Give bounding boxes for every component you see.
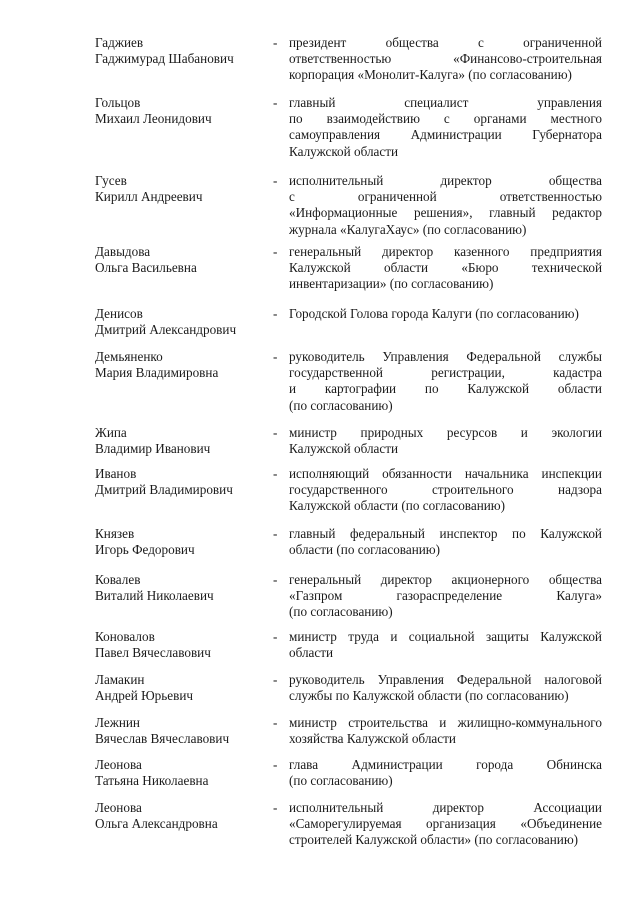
member-given-names: Ольга Александровна — [95, 816, 218, 832]
dash-separator: - — [273, 425, 278, 440]
member-surname: Гаджиев — [95, 35, 144, 50]
position-line: главный федеральный инспектор по Калужской — [289, 526, 602, 541]
member-given-names: Виталий Николаевич — [95, 588, 214, 604]
position-line: корпорация «Монолит-Калуга» (по согласованию) — [289, 67, 572, 83]
member-position — [289, 466, 602, 515]
position-line: журнала «КалугаХаус» (по согласованию) — [289, 221, 527, 237]
member-given-names: Татьяна Николаевна — [95, 773, 209, 789]
member-position — [289, 95, 602, 160]
member-name — [95, 349, 270, 381]
member-name — [95, 715, 270, 747]
position-line: руководитель Управления Федеральной налоговой — [289, 672, 602, 687]
member-position — [289, 35, 602, 84]
member-position — [289, 572, 602, 621]
position-line: по взаимодействию с органами местного — [289, 111, 602, 127]
member-surname: Жипа — [95, 425, 127, 440]
position-line: главный специалист управления — [289, 95, 602, 110]
member-name — [95, 173, 270, 205]
dash-separator: - — [273, 35, 278, 50]
dash-separator: - — [273, 173, 278, 188]
position-line: хозяйства Калужской области — [289, 731, 456, 747]
dash-separator: - — [273, 629, 278, 644]
member-surname: Давыдова — [95, 244, 151, 259]
member-surname: Леонова — [95, 800, 142, 815]
position-line: строителей Калужской области» (по согласованию) — [289, 832, 579, 848]
member-position — [289, 715, 602, 747]
dash-separator: - — [273, 244, 278, 259]
member-position — [289, 349, 602, 414]
member-name — [95, 672, 270, 704]
member-given-names: Кирилл Андреевич — [95, 189, 203, 205]
position-line: с ограниченной ответственностью — [289, 189, 602, 205]
member-given-names: Ольга Васильевна — [95, 260, 197, 276]
member-name — [95, 526, 270, 558]
position-line: (по согласованию) — [289, 397, 393, 413]
dash-separator: - — [273, 526, 278, 541]
member-given-names: Дмитрий Владимирович — [95, 482, 233, 498]
position-line: области — [289, 645, 334, 661]
member-position — [289, 672, 602, 704]
member-given-names: Павел Вячеславович — [95, 645, 211, 661]
position-line: самоуправления Администрации Губернатора — [289, 127, 602, 143]
position-line: исполнительный директор Ассоциации — [289, 800, 602, 815]
member-position — [289, 306, 602, 322]
member-surname: Демьяненко — [95, 349, 163, 364]
member-given-names: Владимир Иванович — [95, 441, 211, 457]
member-surname: Иванов — [95, 466, 137, 481]
dash-separator: - — [273, 306, 278, 321]
position-line: генеральный директор казенного предприятия — [289, 244, 602, 259]
position-line: министр природных ресурсов и экологии — [289, 425, 602, 440]
dash-separator: - — [273, 95, 278, 110]
member-surname: Ламакин — [95, 672, 145, 687]
member-surname: Гусев — [95, 173, 127, 188]
position-line: и картографии по Калужской области — [289, 381, 602, 397]
position-line: президент общества с ограниченной — [289, 35, 602, 50]
position-line: Калужской области — [289, 441, 399, 457]
dash-separator: - — [273, 715, 278, 730]
member-surname: Ковалев — [95, 572, 141, 587]
member-given-names: Андрей Юрьевич — [95, 688, 194, 704]
position-line: Городской Голова города Калуги (по согласованию) — [289, 306, 579, 321]
position-line: «Саморегулируемая организация «Объединение — [289, 816, 602, 832]
member-position — [289, 629, 602, 661]
member-position — [289, 425, 602, 457]
position-line: Калужской области — [289, 143, 399, 159]
member-given-names: Вячеслав Вячеславович — [95, 731, 230, 747]
position-line: глава Администрации города Обнинска — [289, 757, 602, 772]
position-line: руководитель Управления Федеральной службы — [289, 349, 602, 364]
member-name — [95, 466, 270, 498]
member-surname: Леонова — [95, 757, 142, 772]
position-line: Калужской области (по согласованию) — [289, 498, 506, 514]
position-line: министр строительства и жилищно-коммунального — [289, 715, 602, 730]
position-line: государственной регистрации, кадастра — [289, 365, 602, 381]
member-surname: Денисов — [95, 306, 143, 321]
member-given-names: Мария Владимировна — [95, 365, 219, 381]
member-surname: Коновалов — [95, 629, 155, 644]
position-line: государственного строительного надзора — [289, 482, 602, 498]
position-line: министр труда и социальной защиты Калужской — [289, 629, 602, 644]
position-line: (по согласованию) — [289, 773, 393, 789]
member-position — [289, 757, 602, 789]
position-line: «Информационные решения», главный редактор — [289, 205, 602, 221]
member-name — [95, 800, 270, 832]
member-position — [289, 244, 602, 293]
member-name — [95, 757, 270, 789]
member-name — [95, 95, 270, 127]
dash-separator: - — [273, 466, 278, 481]
member-surname: Лежнин — [95, 715, 140, 730]
member-given-names: Игорь Федорович — [95, 542, 195, 558]
member-given-names: Дмитрий Александрович — [95, 322, 237, 338]
position-line: исполняющий обязанности начальника инспекции — [289, 466, 602, 481]
position-line: службы по Калужской области (по согласованию) — [289, 688, 569, 704]
member-given-names: Гаджимурад Шабанович — [95, 51, 234, 67]
member-name — [95, 425, 270, 457]
member-given-names: Михаил Леонидович — [95, 111, 212, 127]
member-position — [289, 173, 602, 238]
position-line: инвентаризации» (по согласованию) — [289, 276, 494, 292]
dash-separator: - — [273, 349, 278, 364]
member-name — [95, 244, 270, 276]
member-name — [95, 629, 270, 661]
dash-separator: - — [273, 672, 278, 687]
member-name — [95, 35, 270, 67]
member-position — [289, 526, 602, 558]
position-line: исполнительный директор общества — [289, 173, 602, 188]
member-position — [289, 800, 602, 849]
position-line: генеральный директор акционерного общества — [289, 572, 602, 587]
position-line: ответственностью «Финансово-строительная — [289, 51, 602, 67]
dash-separator: - — [273, 572, 278, 587]
position-line: «Газпром газораспределение Калуга» — [289, 588, 602, 604]
dash-separator: - — [273, 800, 278, 815]
member-name — [95, 306, 270, 338]
member-surname: Князев — [95, 526, 135, 541]
position-line: (по согласованию) — [289, 604, 393, 620]
position-line: Калужской области «Бюро технической — [289, 260, 602, 276]
position-line: области (по согласованию) — [289, 542, 441, 558]
dash-separator: - — [273, 757, 278, 772]
member-surname: Гольцов — [95, 95, 141, 110]
member-name — [95, 572, 270, 604]
